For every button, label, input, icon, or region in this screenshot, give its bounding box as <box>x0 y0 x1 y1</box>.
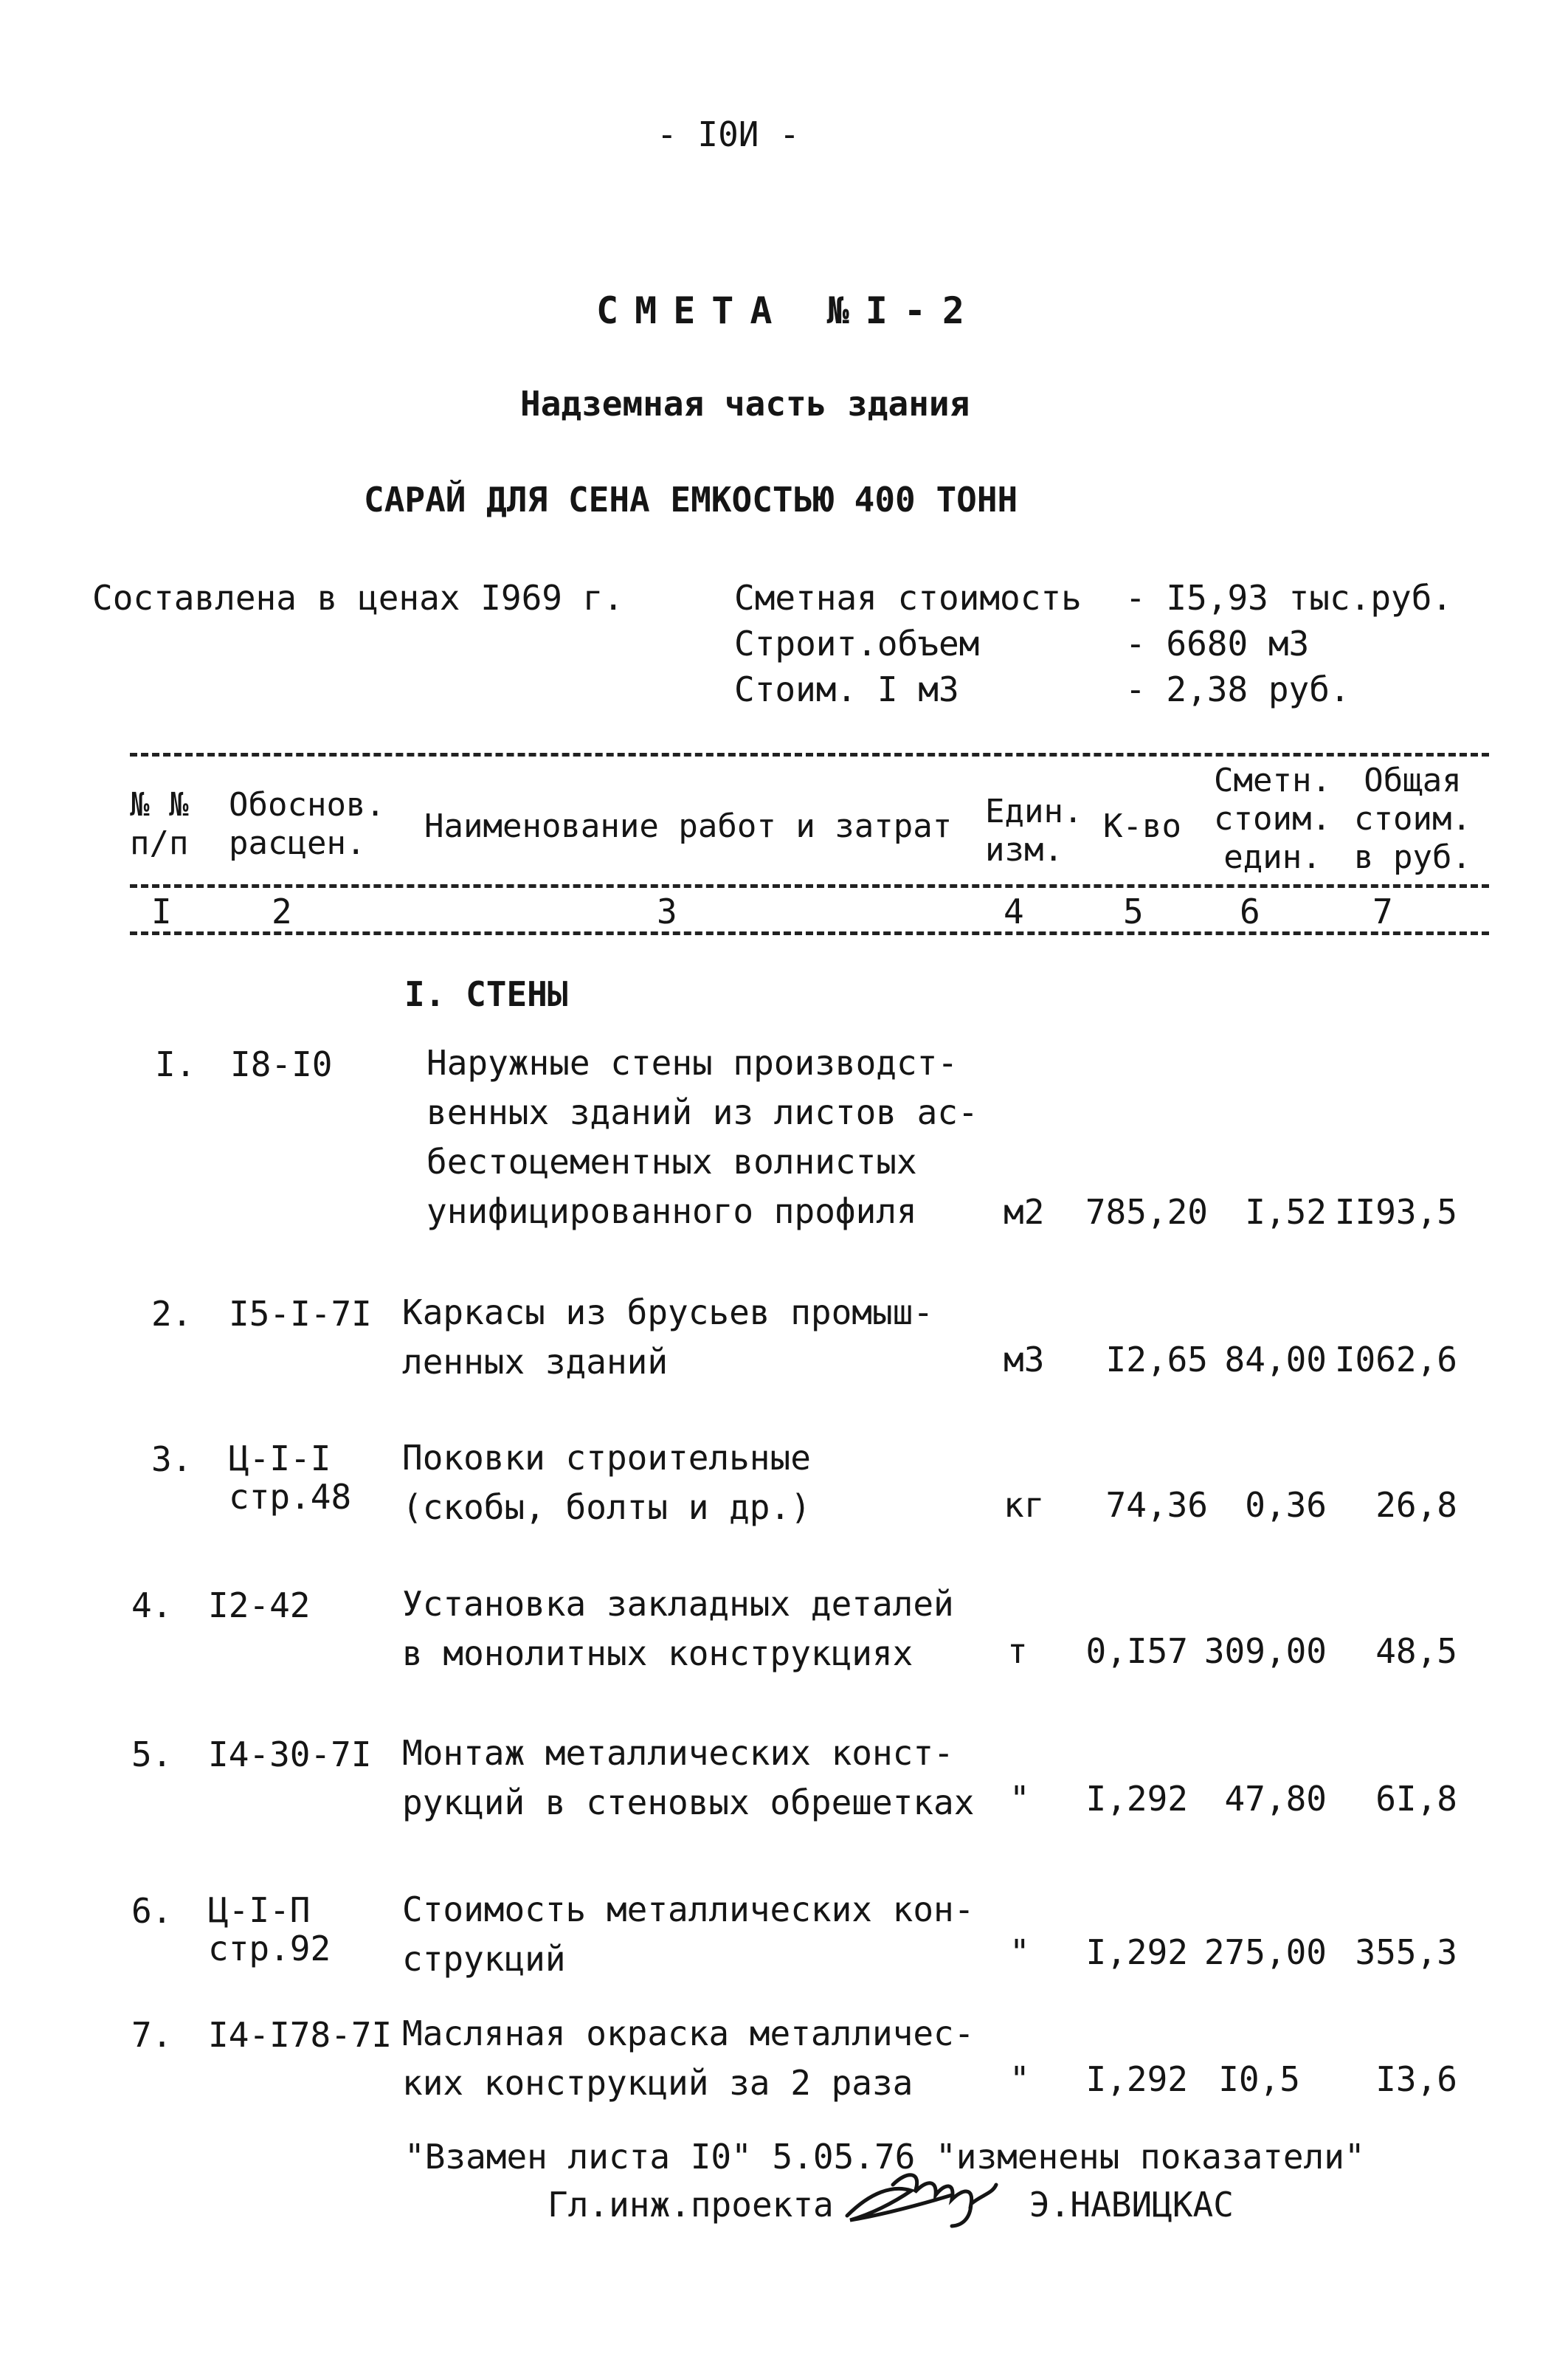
row-name: Наружные стены производст- венных зданий из листов ас- бестоцементных волнистых унифицированного профиля <box>426 1043 978 1231</box>
row-total: I062,6 <box>1334 1340 1457 1379</box>
row-basis: Ц-I-П стр.92 <box>208 1890 331 1968</box>
row-unit: " <box>1009 1932 1030 1972</box>
row-qty: 0,I57 <box>1085 1631 1188 1671</box>
row-number: 4. <box>131 1585 173 1625</box>
row-unit: кг <box>1004 1485 1045 1525</box>
row-basis: I4-I78-7I <box>208 2015 393 2055</box>
row-name: Монтаж металлических конст- рукций в стеновых обрешетках <box>402 1733 975 1822</box>
row-total: 355,3 <box>1355 1932 1457 1972</box>
row-name: Поковки строительные (скобы, болты и др.) <box>402 1438 811 1527</box>
column-number-1: I <box>151 892 172 931</box>
summary-value-cost: - I5,93 тыс.руб. <box>1125 578 1453 618</box>
summary-label-cost: Сметная стоимость <box>734 578 1082 618</box>
row-basis: I5-I-7I <box>229 1294 372 1334</box>
page-number: - I0И - <box>657 114 800 154</box>
row-total: II93,5 <box>1334 1192 1457 1232</box>
row-name: Масляная окраска металличес- ких конструкций за 2 раза <box>402 2013 975 2103</box>
row-basis: I4-30-7I <box>208 1734 372 1774</box>
row-unit: м3 <box>1004 1340 1045 1379</box>
row-qty: 74,36 <box>1105 1485 1208 1525</box>
row-unit-cost: 47,80 <box>1224 1779 1327 1819</box>
table-top-rule <box>130 753 1489 757</box>
row-basis: I2-42 <box>208 1585 311 1625</box>
row-unit-cost: 275,00 <box>1203 1932 1327 1972</box>
object-name: САРАЙ ДЛЯ СЕНА ЕМКОСТЬЮ 400 ТОНН <box>364 480 1018 520</box>
row-unit-cost: 309,00 <box>1203 1631 1327 1671</box>
row-qty: I2,65 <box>1105 1340 1208 1379</box>
row-name: Стоимость металлических кон- струкций <box>402 1889 975 1979</box>
row-qty: I,292 <box>1085 2059 1188 2099</box>
column-number-7: 7 <box>1372 892 1393 931</box>
row-qty: I,292 <box>1085 1779 1188 1819</box>
header-basis: Обоснов. расцен. <box>229 786 385 862</box>
row-qty: I,292 <box>1085 1932 1188 1972</box>
summary-value-volume: - 6680 м3 <box>1125 624 1310 664</box>
replacement-note: "Взамен листа I0" 5.05.76 "изменены показатели" <box>404 2137 1365 2177</box>
row-qty: 785,20 <box>1085 1192 1208 1232</box>
row-unit-cost: 0,36 <box>1245 1485 1327 1525</box>
header-no: № № п/п <box>130 786 189 862</box>
row-total: 6I,8 <box>1375 1779 1457 1819</box>
prices-note: Составлена в ценах I969 г. <box>92 578 624 618</box>
row-basis: Ц-I-I стр.48 <box>229 1439 352 1517</box>
header-unit-cost: Сметн. стоим. един. <box>1214 762 1331 876</box>
header-total: Общая стоим. в руб. <box>1354 762 1471 876</box>
signature-title: Гл.инж.проекта <box>548 2185 834 2225</box>
row-unit-cost: 84,00 <box>1224 1340 1327 1379</box>
column-number-4: 4 <box>1004 892 1024 931</box>
header-qty: К-во <box>1103 807 1181 845</box>
row-number: 7. <box>131 2015 173 2055</box>
row-unit-cost: I,52 <box>1245 1192 1327 1232</box>
row-number: 5. <box>131 1734 173 1774</box>
row-basis: I8-I0 <box>230 1044 333 1084</box>
row-name: Каркасы из брусьев промыш- ленных зданий <box>402 1292 934 1382</box>
section-title: I. СТЕНЫ <box>404 974 568 1014</box>
header-rule <box>130 884 1489 888</box>
summary-value-unit-cost: - 2,38 руб. <box>1125 669 1350 709</box>
row-name: Установка закладных деталей в монолитных конструкциях <box>402 1584 954 1673</box>
column-number-6: 6 <box>1240 892 1260 931</box>
handwritten-signature <box>841 2163 1011 2229</box>
signature-name: Э.НАВИЦКАС <box>1029 2185 1234 2225</box>
row-number: 2. <box>151 1294 193 1334</box>
row-total: I3,6 <box>1375 2059 1457 2099</box>
row-total: 26,8 <box>1375 1485 1457 1525</box>
column-number-5: 5 <box>1123 892 1144 931</box>
row-unit: т <box>1007 1631 1028 1671</box>
row-number: 6. <box>131 1891 173 1931</box>
row-unit: м2 <box>1004 1192 1045 1232</box>
column-number-2: 2 <box>272 892 292 931</box>
header-unit: Един. изм. <box>985 793 1083 869</box>
document-title: СМЕТА №I-2 <box>596 289 981 332</box>
row-number: 3. <box>151 1439 193 1479</box>
document-subtitle: Надземная часть здания <box>520 384 970 424</box>
column-number-3: 3 <box>657 892 677 931</box>
summary-label-volume: Строит.объем <box>734 624 980 664</box>
column-number-rule <box>130 931 1489 935</box>
summary-label-unit-cost: Стоим. I м3 <box>734 669 959 709</box>
row-unit-cost: I0,5 <box>1218 2059 1300 2099</box>
row-unit: " <box>1009 1779 1030 1819</box>
row-unit: " <box>1009 2059 1030 2099</box>
row-number: I. <box>155 1044 196 1084</box>
header-name: Наименование работ и затрат <box>424 807 953 845</box>
row-total: 48,5 <box>1375 1631 1457 1671</box>
